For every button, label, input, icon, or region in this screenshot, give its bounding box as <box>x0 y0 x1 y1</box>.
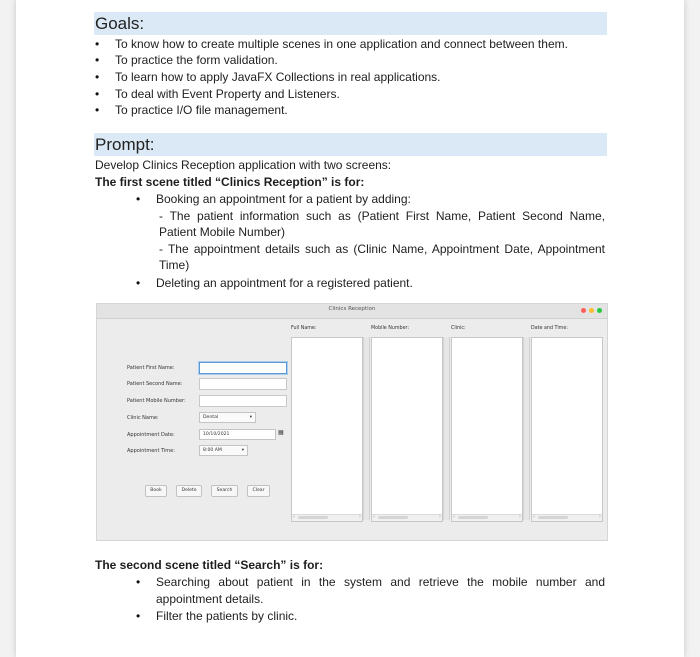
bullet-icon: • <box>95 37 100 51</box>
scene2-bullet-filter: Filter the patients by clinic. <box>156 609 298 623</box>
scene1-bullet-booking: Booking an appointment for a patient by adding: <box>156 192 411 206</box>
split-divider[interactable] <box>363 337 370 520</box>
bullet-icon: • <box>136 575 141 589</box>
scene2-bullet-searching: Searching about patient in the system and retrieve the mobile number and <box>156 575 605 589</box>
prompt-heading: Prompt: <box>95 135 155 154</box>
mobile-label: Patient Mobile Number: <box>127 398 186 404</box>
horizontal-scrollbar[interactable] <box>452 514 522 521</box>
horizontal-scrollbar[interactable] <box>292 514 362 521</box>
clinic-combo-value: Dental <box>203 415 219 420</box>
mobile-input[interactable] <box>199 395 287 407</box>
clinic-combo[interactable] <box>199 412 256 423</box>
full-name-column-header: Full Name: <box>291 326 317 331</box>
date-time-column-header: Date and Time: <box>531 326 568 331</box>
scroll-left-icon[interactable]: ‹ <box>453 514 455 520</box>
document-page <box>16 0 684 657</box>
patient-info-line: - The patient information such as (Patient First Name, Patient Second Name, <box>159 209 605 223</box>
appointment-details-line: - The appointment details such as (Clinic Name, Appointment Date, Appointment <box>159 242 605 256</box>
bullet-icon: • <box>136 609 141 623</box>
goals-heading: Goals: <box>95 14 145 33</box>
scroll-thumb[interactable] <box>298 516 328 519</box>
bullet-icon: • <box>136 276 141 290</box>
scroll-right-icon[interactable]: › <box>439 514 441 520</box>
mobile-list[interactable] <box>371 337 443 522</box>
goal-item: To practice I/O file management. <box>115 103 288 117</box>
scroll-thumb[interactable] <box>378 516 408 519</box>
bullet-icon: • <box>95 70 100 84</box>
horizontal-scrollbar[interactable] <box>532 514 602 521</box>
goal-item: To know how to create multiple scenes in one application and connect between them. <box>115 37 568 51</box>
date-label: Appointment Date: <box>127 432 175 438</box>
split-divider[interactable] <box>443 337 450 520</box>
maximize-window-dot-icon[interactable] <box>597 308 602 313</box>
app-screenshot <box>96 303 608 541</box>
date-value: 10/10/2021 <box>203 432 230 437</box>
horizontal-scrollbar[interactable] <box>372 514 442 521</box>
first-scene-title: The first scene titled “Clinics Reception” is for: <box>95 175 365 189</box>
scene2-bullet-searching-cont: appointment details. <box>156 592 264 606</box>
scroll-left-icon[interactable]: ‹ <box>293 514 295 520</box>
bullet-icon: • <box>95 53 100 67</box>
search-button[interactable]: Search <box>211 485 238 497</box>
first-name-label: Patient First Name: <box>127 365 175 371</box>
app-window-title: Clinics Reception <box>328 306 376 312</box>
prompt-heading-bar <box>94 133 607 156</box>
second-name-label: Patient Second Name: <box>127 381 183 387</box>
goal-item: To practice the form validation. <box>115 53 278 67</box>
scroll-thumb[interactable] <box>458 516 488 519</box>
time-label: Appointment Time: <box>127 448 175 454</box>
goals-heading-bar <box>94 12 607 35</box>
close-window-dot-icon[interactable] <box>581 308 586 313</box>
patient-info-line-cont: Patient Mobile Number) <box>159 225 286 239</box>
full-name-list[interactable] <box>291 337 363 522</box>
scene1-bullet-deleting: Deleting an appointment for a registered patient. <box>156 276 413 290</box>
clinic-column-header: Clinic: <box>451 326 466 331</box>
clinic-label: Clinic Name: <box>127 415 159 421</box>
date-picker[interactable] <box>199 429 276 440</box>
calendar-icon[interactable]: ▦ <box>278 429 284 436</box>
first-name-input[interactable] <box>199 362 287 374</box>
second-name-input[interactable] <box>199 378 287 390</box>
date-time-list[interactable] <box>531 337 603 522</box>
bullet-icon: • <box>136 192 141 206</box>
minimize-window-dot-icon[interactable] <box>589 308 594 313</box>
scroll-right-icon[interactable]: › <box>519 514 521 520</box>
second-scene-title: The second scene titled “Search” is for: <box>95 558 324 572</box>
mobile-column-header: Mobile Number: <box>371 326 410 331</box>
scroll-right-icon[interactable]: › <box>359 514 361 520</box>
bullet-icon: • <box>95 103 100 117</box>
app-titlebar <box>97 304 607 319</box>
chevron-down-icon: ▾ <box>249 415 252 420</box>
delete-button[interactable]: Delete <box>176 485 202 497</box>
goal-item: To deal with Event Property and Listeners. <box>115 87 340 101</box>
clinic-list[interactable] <box>451 337 523 522</box>
scroll-right-icon[interactable]: › <box>599 514 601 520</box>
clear-button[interactable]: Clear <box>247 485 270 497</box>
time-combo-value: 8:00 AM <box>203 448 222 453</box>
scroll-left-icon[interactable]: ‹ <box>373 514 375 520</box>
scroll-left-icon[interactable]: ‹ <box>533 514 535 520</box>
prompt-intro: Develop Clinics Reception application with two screens: <box>95 158 392 172</box>
scroll-thumb[interactable] <box>538 516 568 519</box>
appointment-details-line-cont: Time) <box>159 258 190 272</box>
chevron-down-icon: ▾ <box>241 448 244 453</box>
goal-item: To learn how to apply JavaFX Collections in real applications. <box>115 70 441 84</box>
bullet-icon: • <box>95 87 100 101</box>
book-button[interactable]: Book <box>145 485 167 497</box>
time-combo[interactable] <box>199 445 248 456</box>
split-divider[interactable] <box>523 337 530 520</box>
